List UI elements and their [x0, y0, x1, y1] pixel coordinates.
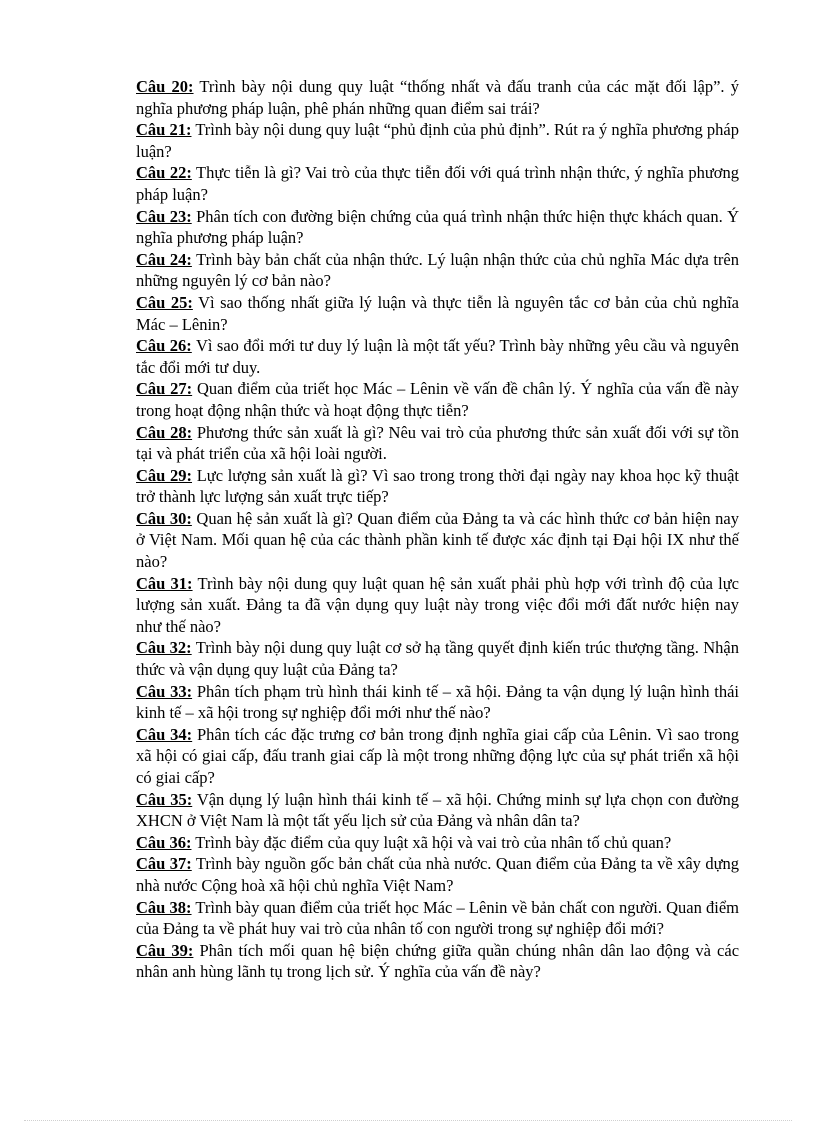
question-item: [136, 206, 739, 249]
question-item: [136, 897, 739, 940]
question-item: [136, 335, 739, 378]
question-text: Quan hệ sản xuất là gì? Quan điểm của Đảng ta và các hình thức cơ bản hiện nay ở Việt Nam. Mối quan hệ của các thành phần kinh tế được xác định tại Đại hội IX như thế nào?: [136, 508, 740, 572]
question-item: [136, 573, 739, 638]
question-text: Phương thức sản xuất là gì? Nêu vai trò của phương thức sản xuất đối với sự tồn tại và phát triển của xã hội loài người.: [136, 422, 739, 464]
question-item: [136, 508, 739, 573]
question-item: [136, 789, 739, 832]
question-label: Câu 24:: [136, 249, 192, 269]
question-item: [136, 940, 739, 983]
question-label: Câu 20:: [136, 77, 194, 96]
question-label: Câu 29:: [136, 465, 193, 485]
page-bottom-divider: [24, 1120, 792, 1121]
question-item: [136, 724, 739, 789]
question-text: Trình bày nội dung quy luật “phủ định của phủ định”. Rút ra ý nghĩa phương pháp luận?: [136, 120, 740, 161]
question-label: Câu 25:: [136, 292, 193, 312]
question-item: [136, 853, 739, 896]
question-item: [136, 832, 739, 854]
question-text: Trình bày nội dung quy luật “thống nhất và đấu tranh của các mặt đối lập”. ý nghĩa phương pháp luận, phê phán những quan điểm sai trái?: [136, 77, 739, 118]
question-label: Câu 30:: [136, 508, 192, 528]
question-label: Câu 32:: [136, 638, 192, 658]
question-text: Trình bày bản chất của nhận thức. Lý luận nhận thức của chủ nghĩa Mác dựa trên những nguyên lý cơ bản nào?: [136, 249, 739, 291]
question-text: Phân tích con đường biện chứng của quá trình nhận thức hiện thực khách quan. Ý nghĩa phương pháp luận?: [136, 206, 739, 248]
question-item: [136, 378, 739, 421]
question-text: Trình bày quan điểm của triết học Mác – Lênin về bản chất con người. Quan điểm của Đảng ta về phát huy vai trò của nhân tố con người trong sự nghiệp đổi mới?: [136, 897, 740, 939]
question-label: Câu 31:: [136, 573, 193, 593]
question-text: Trình bày nguồn gốc bản chất của nhà nước. Quan điểm của Đảng ta về xây dựng nhà nước Cộng hoà xã hội chủ nghĩa Việt Nam?: [136, 854, 740, 895]
question-list: [136, 76, 739, 983]
question-label: Câu 28:: [136, 422, 193, 442]
question-text: Vì sao thống nhất giữa lý luận và thực tiễn là nguyên tắc cơ bản của chủ nghĩa Mác – Lênin?: [136, 292, 739, 334]
question-text: Trình bày đặc điểm của quy luật xã hội và vai trò của nhân tố chủ quan?: [195, 832, 672, 852]
question-text: Vì sao đổi mới tư duy lý luận là một tất yếu? Trình bày những yêu cầu và nguyên tắc đổi mới tư duy.: [136, 336, 739, 377]
question-item: [136, 249, 739, 292]
question-label: Câu 22:: [136, 163, 192, 183]
question-text: Phân tích mối quan hệ biện chứng giữa quần chúng nhân dân lao động và các nhân anh hùng lãnh tụ trong lịch sử. Ý nghĩa của vấn đề này?: [136, 940, 740, 982]
question-label: Câu 23:: [136, 206, 192, 226]
question-text: Phân tích phạm trù hình thái kinh tế – xã hội. Đảng ta vận dụng lý luận hình thái kinh tế – xã hội trong sự nghiệp đổi mới như thế nào?: [136, 681, 739, 723]
question-label: Câu 35:: [136, 789, 193, 809]
question-item: [136, 162, 739, 205]
question-item: [136, 119, 739, 162]
question-label: Câu 36:: [136, 832, 192, 852]
question-label: Câu 38:: [136, 897, 192, 917]
question-item: [136, 422, 739, 465]
question-item: [136, 681, 739, 724]
question-text: Lực lượng sản xuất là gì? Vì sao trong trong thời đại ngày nay khoa học kỹ thuật trở thành lực lượng sản xuất trực tiếp?: [136, 465, 740, 507]
question-label: Câu 27:: [136, 379, 193, 399]
question-item: [136, 292, 739, 335]
question-label: Câu 37:: [136, 854, 192, 874]
question-item: [136, 76, 739, 119]
question-label: Câu 26:: [136, 336, 192, 356]
question-text: Trình bày nội dung quy luật quan hệ sản xuất phải phù hợp với trình độ của lực lượng sản xuất. Đảng ta đã vận dụng quy luật này trong việc đổi mới đất nước hiện nay như thế nào?: [136, 573, 739, 636]
question-text: Vận dụng lý luận hình thái kinh tế – xã hội. Chứng minh sự lựa chọn con đường XHCN ở Việt Nam là một tất yếu lịch sử của Đảng và nhân dân ta?: [136, 789, 739, 831]
question-label: Câu 34:: [136, 724, 193, 744]
question-label: Câu 33:: [136, 681, 193, 701]
question-label: Câu 21:: [136, 120, 192, 140]
question-item: [136, 637, 739, 680]
question-text: Thực tiễn là gì? Vai trò của thực tiễn đối với quá trình nhận thức, ý nghĩa phương pháp luận?: [136, 163, 739, 204]
question-text: Phân tích các đặc trưng cơ bản trong định nghĩa giai cấp của Lênin. Vì sao trong xã hội có giai cấp, đấu tranh giai cấp là một trong những động lực của sự phát triển xã hội có giai cấp?: [136, 724, 740, 787]
question-text: Quan điểm của triết học Mác – Lênin về vấn đề chân lý. Ý nghĩa của vấn đề này trong hoạt động nhận thức và hoạt động thực tiễn?: [136, 379, 739, 420]
question-item: [136, 465, 739, 508]
question-label: Câu 39:: [136, 940, 194, 960]
question-text: Trình bày nội dung quy luật cơ sở hạ tầng quyết định kiến trúc thượng tầng. Nhận thức và vận dụng quy luật của Đảng ta?: [136, 638, 740, 680]
